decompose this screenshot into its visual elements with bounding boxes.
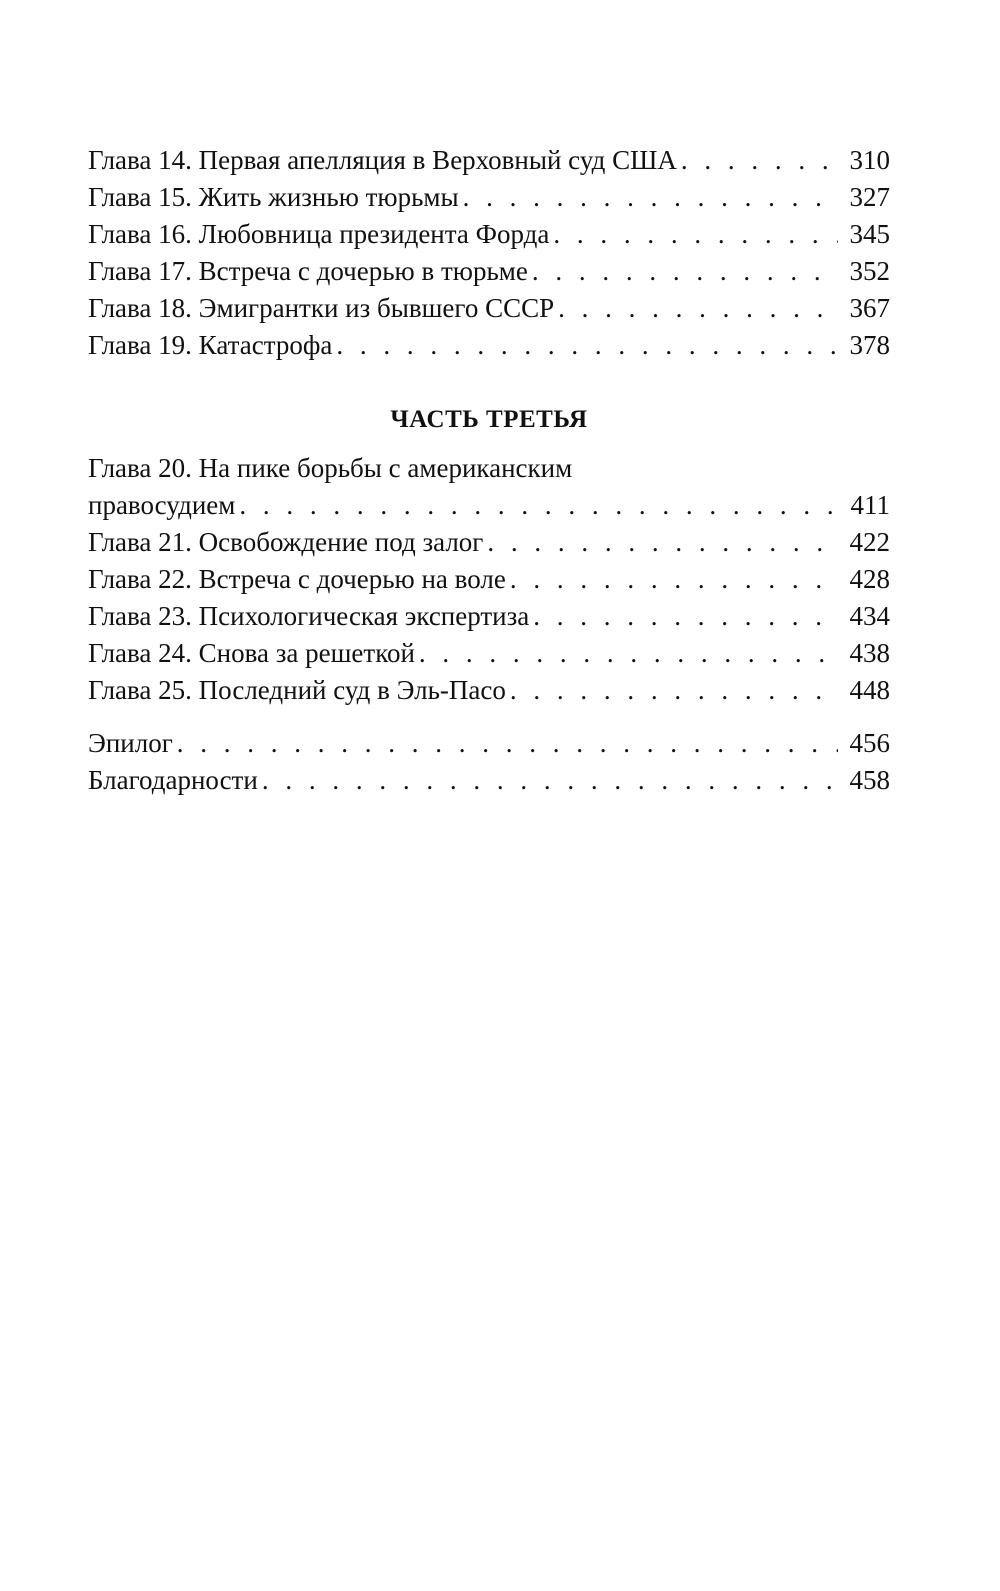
toc-entry-page: 327 — [849, 182, 890, 212]
toc-entry-page: 456 — [849, 728, 890, 758]
toc-entry-page: 411 — [850, 490, 890, 520]
toc-entry-page: 448 — [849, 675, 890, 705]
dot-leader — [177, 725, 838, 762]
dot-leader — [239, 487, 838, 524]
toc-entry-page: 434 — [849, 601, 890, 631]
dot-leader — [558, 290, 838, 327]
toc-entry-page: 378 — [849, 330, 890, 360]
toc-entry-chapter-21 — [88, 524, 890, 561]
toc-entry-title: Глава 18. Эмигрантки из бывшего СССР — [88, 293, 555, 323]
toc-entry-page: 352 — [849, 256, 890, 286]
toc-entry-title: Глава 21. Освобождение под залог — [88, 527, 484, 557]
toc-entry-chapter-24 — [88, 635, 890, 672]
dot-leader — [463, 179, 838, 216]
dot-leader — [532, 253, 838, 290]
toc-entry-title: Эпилог — [88, 728, 173, 758]
toc-entry-chapter-15 — [88, 179, 890, 216]
section-gap — [88, 709, 890, 725]
toc-entry-chapter-17 — [88, 253, 890, 290]
dot-leader — [336, 327, 838, 364]
toc-entry-chapter-16 — [88, 216, 890, 253]
toc-entry-title: Глава 16. Любовница президента Форда — [88, 219, 550, 249]
toc-entry-chapter-20-line1: Глава 20. На пике борьбы с американским — [88, 453, 573, 483]
toc-entry-title: Глава 23. Психологическая экспертиза — [88, 601, 530, 631]
toc-entry-acknowledgements — [88, 762, 890, 799]
dot-leader — [510, 672, 838, 709]
dot-leader — [553, 216, 838, 253]
toc-entry-chapter-20-line2 — [88, 487, 890, 524]
toc-entry-chapter-23 — [88, 598, 890, 635]
toc-entry-title: Глава 25. Последний суд в Эль-Пасо — [88, 675, 506, 705]
toc-entry-epilogue — [88, 725, 890, 762]
toc-entry-page: 345 — [849, 219, 890, 249]
dot-leader — [510, 561, 838, 598]
dot-leader — [262, 762, 838, 799]
toc-entry-title: Благодарности — [88, 765, 258, 795]
toc-entry-chapter-18 — [88, 290, 890, 327]
dot-leader — [487, 524, 838, 561]
toc-entry-page: 458 — [849, 765, 890, 795]
toc-entry-page: 367 — [849, 293, 890, 323]
toc-entry-chapter-22 — [88, 561, 890, 598]
toc-entry-title: правосудием — [88, 490, 236, 520]
toc-entry-chapter-14 — [88, 142, 890, 179]
dot-leader — [681, 142, 838, 179]
dot-leader — [533, 598, 838, 635]
toc-entry-title: Глава 24. Снова за решеткой — [88, 638, 415, 668]
part-three-heading: ЧАСТЬ ТРЕТЬЯ — [390, 406, 588, 433]
toc-entry-title: Глава 22. Встреча с дочерью на воле — [88, 564, 506, 594]
toc-entry-title: Глава 14. Первая апелляция в Верховный суд США — [88, 145, 677, 175]
table-of-contents — [88, 142, 890, 799]
toc-entry-page: 438 — [849, 638, 890, 668]
toc-entry-chapter-19 — [88, 327, 890, 364]
dot-leader — [419, 635, 838, 672]
toc-entry-page: 310 — [849, 145, 890, 175]
toc-entry-page: 428 — [849, 564, 890, 594]
toc-entry-title: Глава 15. Жить жизнью тюрьмы — [88, 182, 459, 212]
toc-entry-title: Глава 17. Встреча с дочерью в тюрьме — [88, 256, 528, 286]
toc-entry-title: Глава 19. Катастрофа — [88, 330, 333, 360]
toc-entry-page: 422 — [849, 527, 890, 557]
toc-entry-chapter-25 — [88, 672, 890, 709]
